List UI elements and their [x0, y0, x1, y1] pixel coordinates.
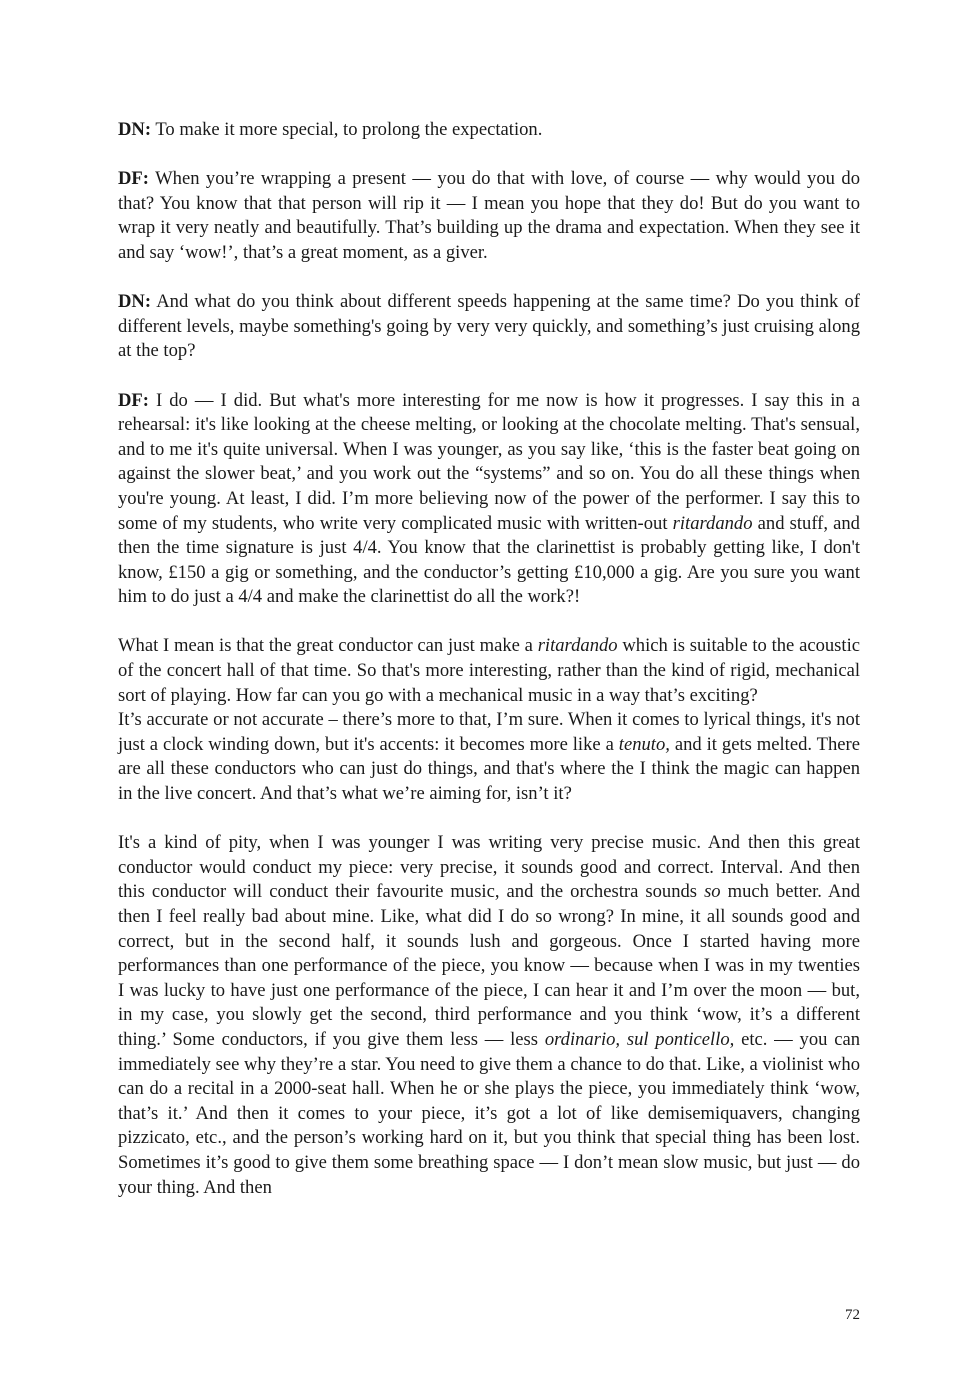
speaker-label: DN: — [118, 119, 152, 140]
paragraph-text: And what do you think about different speeds happening at the same time? Do you think of different levels, maybe something's going by very very quickly, and something’s just cruising along at the top? — [118, 291, 860, 362]
paragraph-dn-2 — [118, 290, 860, 364]
paragraph-dn-1 — [118, 118, 860, 143]
italic-term: tenuto, — [618, 733, 670, 755]
paragraph-pity — [118, 831, 860, 1200]
paragraph-df-1 — [118, 167, 860, 265]
paragraph-df-2 — [118, 389, 860, 610]
paragraph-text: It’s accurate or not accurate – there’s more to that, I’m sure. When it comes to lyrical things, it's not just a clock winding down, but it's accents: it becomes more like a — [118, 709, 860, 755]
paragraph-text: and stuff, and then the time signature is just 4/4. You know that the clarinettist is probably getting like, I don't know, £150 a gig or something, and the conductor’s getting £10,000 a gig. Are you sure you want him to do just a 4/4 and make the clarinettist do all the work?! — [118, 512, 860, 608]
italic-term: ritardando — [537, 635, 618, 657]
paragraph-text: which is suitable to the acoustic of the concert hall of that time. So that's more interesting, rather than the kind of rigid, mechanical sort of playing. How far can you go with a mechanical music in a way that’s exciting? — [118, 635, 860, 706]
paragraph-text: To make it more special, to prolong the expectation. — [151, 119, 543, 140]
paragraph-text: and it gets melted. There are all these conductors who can just do things, and that's where the I think the magic can happen in the live concert. And that’s what we’re aiming for, isn’t it? — [118, 733, 860, 805]
speaker-label: DN: — [118, 291, 152, 313]
paragraph-text: When you’re wrapping a present — you do that with love, of course — why would you do that? You know that that person will rip it — I mean you hope that they do! But do you want to wrap it very neatly and beautifully. That’s building up the drama and expectation. When they see it and say ‘wow!’, that’s a great moment, as a giver. — [118, 168, 860, 263]
paragraph-text: much better. And then I feel really bad about mine. Like, what did I do so wrong? In mine, it all sounds good and correct, but in the second half, it sounds lush and gorgeous. Once I started having more performances than one performance of the piece, you know — because when I was in my twenties I was lucky to have just one performance of the piece, I can hear it and I’m over the moon — but, in my case, you slowly get the second, third performance and you think ‘wow, it’s a different thing.’ Some conductors, if you give them less — less — [118, 881, 860, 1050]
italic-term: ritardando — [672, 512, 753, 534]
italic-term: ordinario, sul ponticello, — [544, 1028, 735, 1050]
speaker-label: DF: — [118, 389, 149, 411]
paragraph-accurate — [118, 708, 860, 806]
italic-term: so — [704, 881, 721, 903]
paragraph-text: It's a kind of pity, when I was younger I was writing very precise music. And then this great conductor would conduct my piece: very precise, it sounds good and correct. Interval. And then this conductor will conduct their favourite music, and the orchestra sounds — [118, 832, 860, 903]
paragraph-conductor — [118, 634, 860, 708]
speaker-label: DF: — [118, 168, 149, 190]
paragraph-text: I do — I did. But what's more interesting for me now is how it progresses. I say this in a rehearsal: it's like looking at the cheese melting, or looking at the chocolate melting. That's sensual, and to me it's quite universal. When I was younger, as you say like, ‘this is the faster beat going on against the slower beat,’ and you work out the “systems” and so on. You do all these things when you're young. At least, I did. I’m more believing now of the power of the performer. I say this to some of my students, who write very complicated music with written-out — [118, 389, 860, 534]
page-number: 72 — [845, 1307, 860, 1323]
paragraph-text: What I mean is that the great conductor can just make a — [118, 635, 538, 657]
paragraph-text: etc. — you can immediately see why they’re a star. You need to give them a chance to do that. Like, a violinist who can do a recital in a 2000-seat hall. When he or she plays the piece, you immediately think ‘wow, that’s it.’ And then it comes to your piece, it’s got a lot of like demisemiquavers, changing pizzicato, etc., and the person’s working hard on it, but you think that special thing has been lost. Sometimes it’s good to give them some breathing space — I don’t mean slow music, but just — do your thing. And then — [118, 1028, 861, 1198]
document-body — [118, 118, 860, 1225]
